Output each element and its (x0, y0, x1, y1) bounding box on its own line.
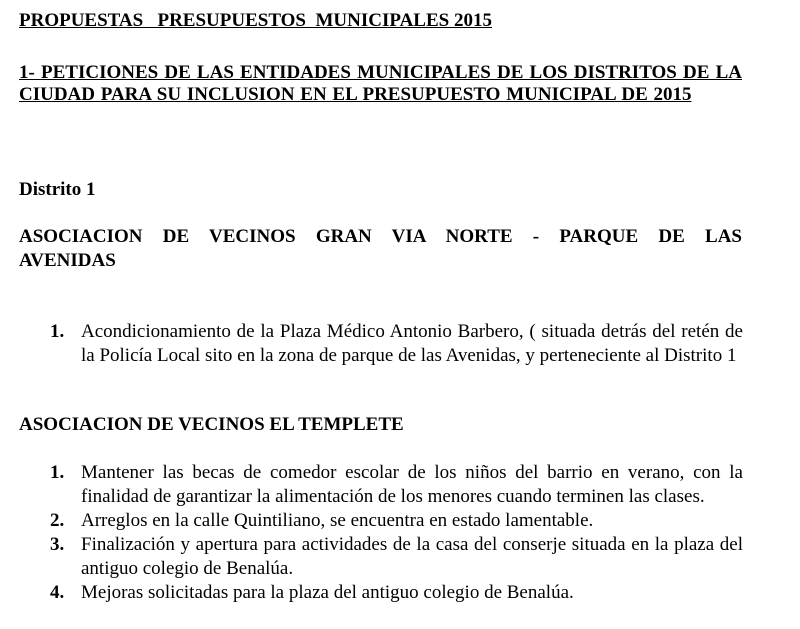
item-number: 1. (50, 462, 65, 483)
list-item (0, 581, 800, 605)
association-heading: ASOCIACION DE VECINOS GRAN VIA NORTE - PARQUE DE LAS AVENIDAS (19, 226, 742, 271)
request-list (0, 320, 800, 368)
section-heading: 1- PETICIONES DE LAS ENTIDADES MUNICIPALES DE LOS DISTRITOS DE LA CIUDAD PARA SU INCLUSION EN EL PRESUPUESTO MUNICIPAL DE 2015 (19, 62, 742, 105)
list-item (0, 461, 800, 509)
item-text: Mantener las becas de comedor escolar de los niños del barrio en verano, con la finalidad de garantizar la alimentación de los menores cuando terminen las clases. (81, 462, 743, 507)
document-title: PROPUESTAS PRESUPUESTOS MUNICIPALES 2015 (19, 10, 492, 31)
list-item (0, 533, 800, 581)
association-heading: ASOCIACION DE VECINOS EL TEMPLETE (19, 414, 404, 435)
item-number: 1. (50, 321, 65, 342)
item-number: 4. (50, 582, 65, 603)
item-text: Mejoras solicitadas para la plaza del antiguo colegio de Benalúa. (81, 582, 574, 603)
list-item (0, 320, 800, 368)
item-number: 2. (50, 510, 65, 531)
request-list (0, 461, 800, 605)
item-text: Arreglos en la calle Quintiliano, se encuentra en estado lamentable. (81, 510, 594, 531)
item-text: Acondicionamiento de la Plaza Médico Antonio Barbero, ( situada detrás del retén de la Policía Local sito en la zona de parque de las Avenidas, y perteneciente al Distrito 1 (81, 321, 743, 366)
district-heading: Distrito 1 (19, 179, 96, 200)
item-text: Finalización y apertura para actividades de la casa del conserje situada en la plaza del antiguo colegio de Benalúa. (81, 534, 743, 579)
list-item (0, 509, 800, 533)
item-number: 3. (50, 534, 65, 555)
